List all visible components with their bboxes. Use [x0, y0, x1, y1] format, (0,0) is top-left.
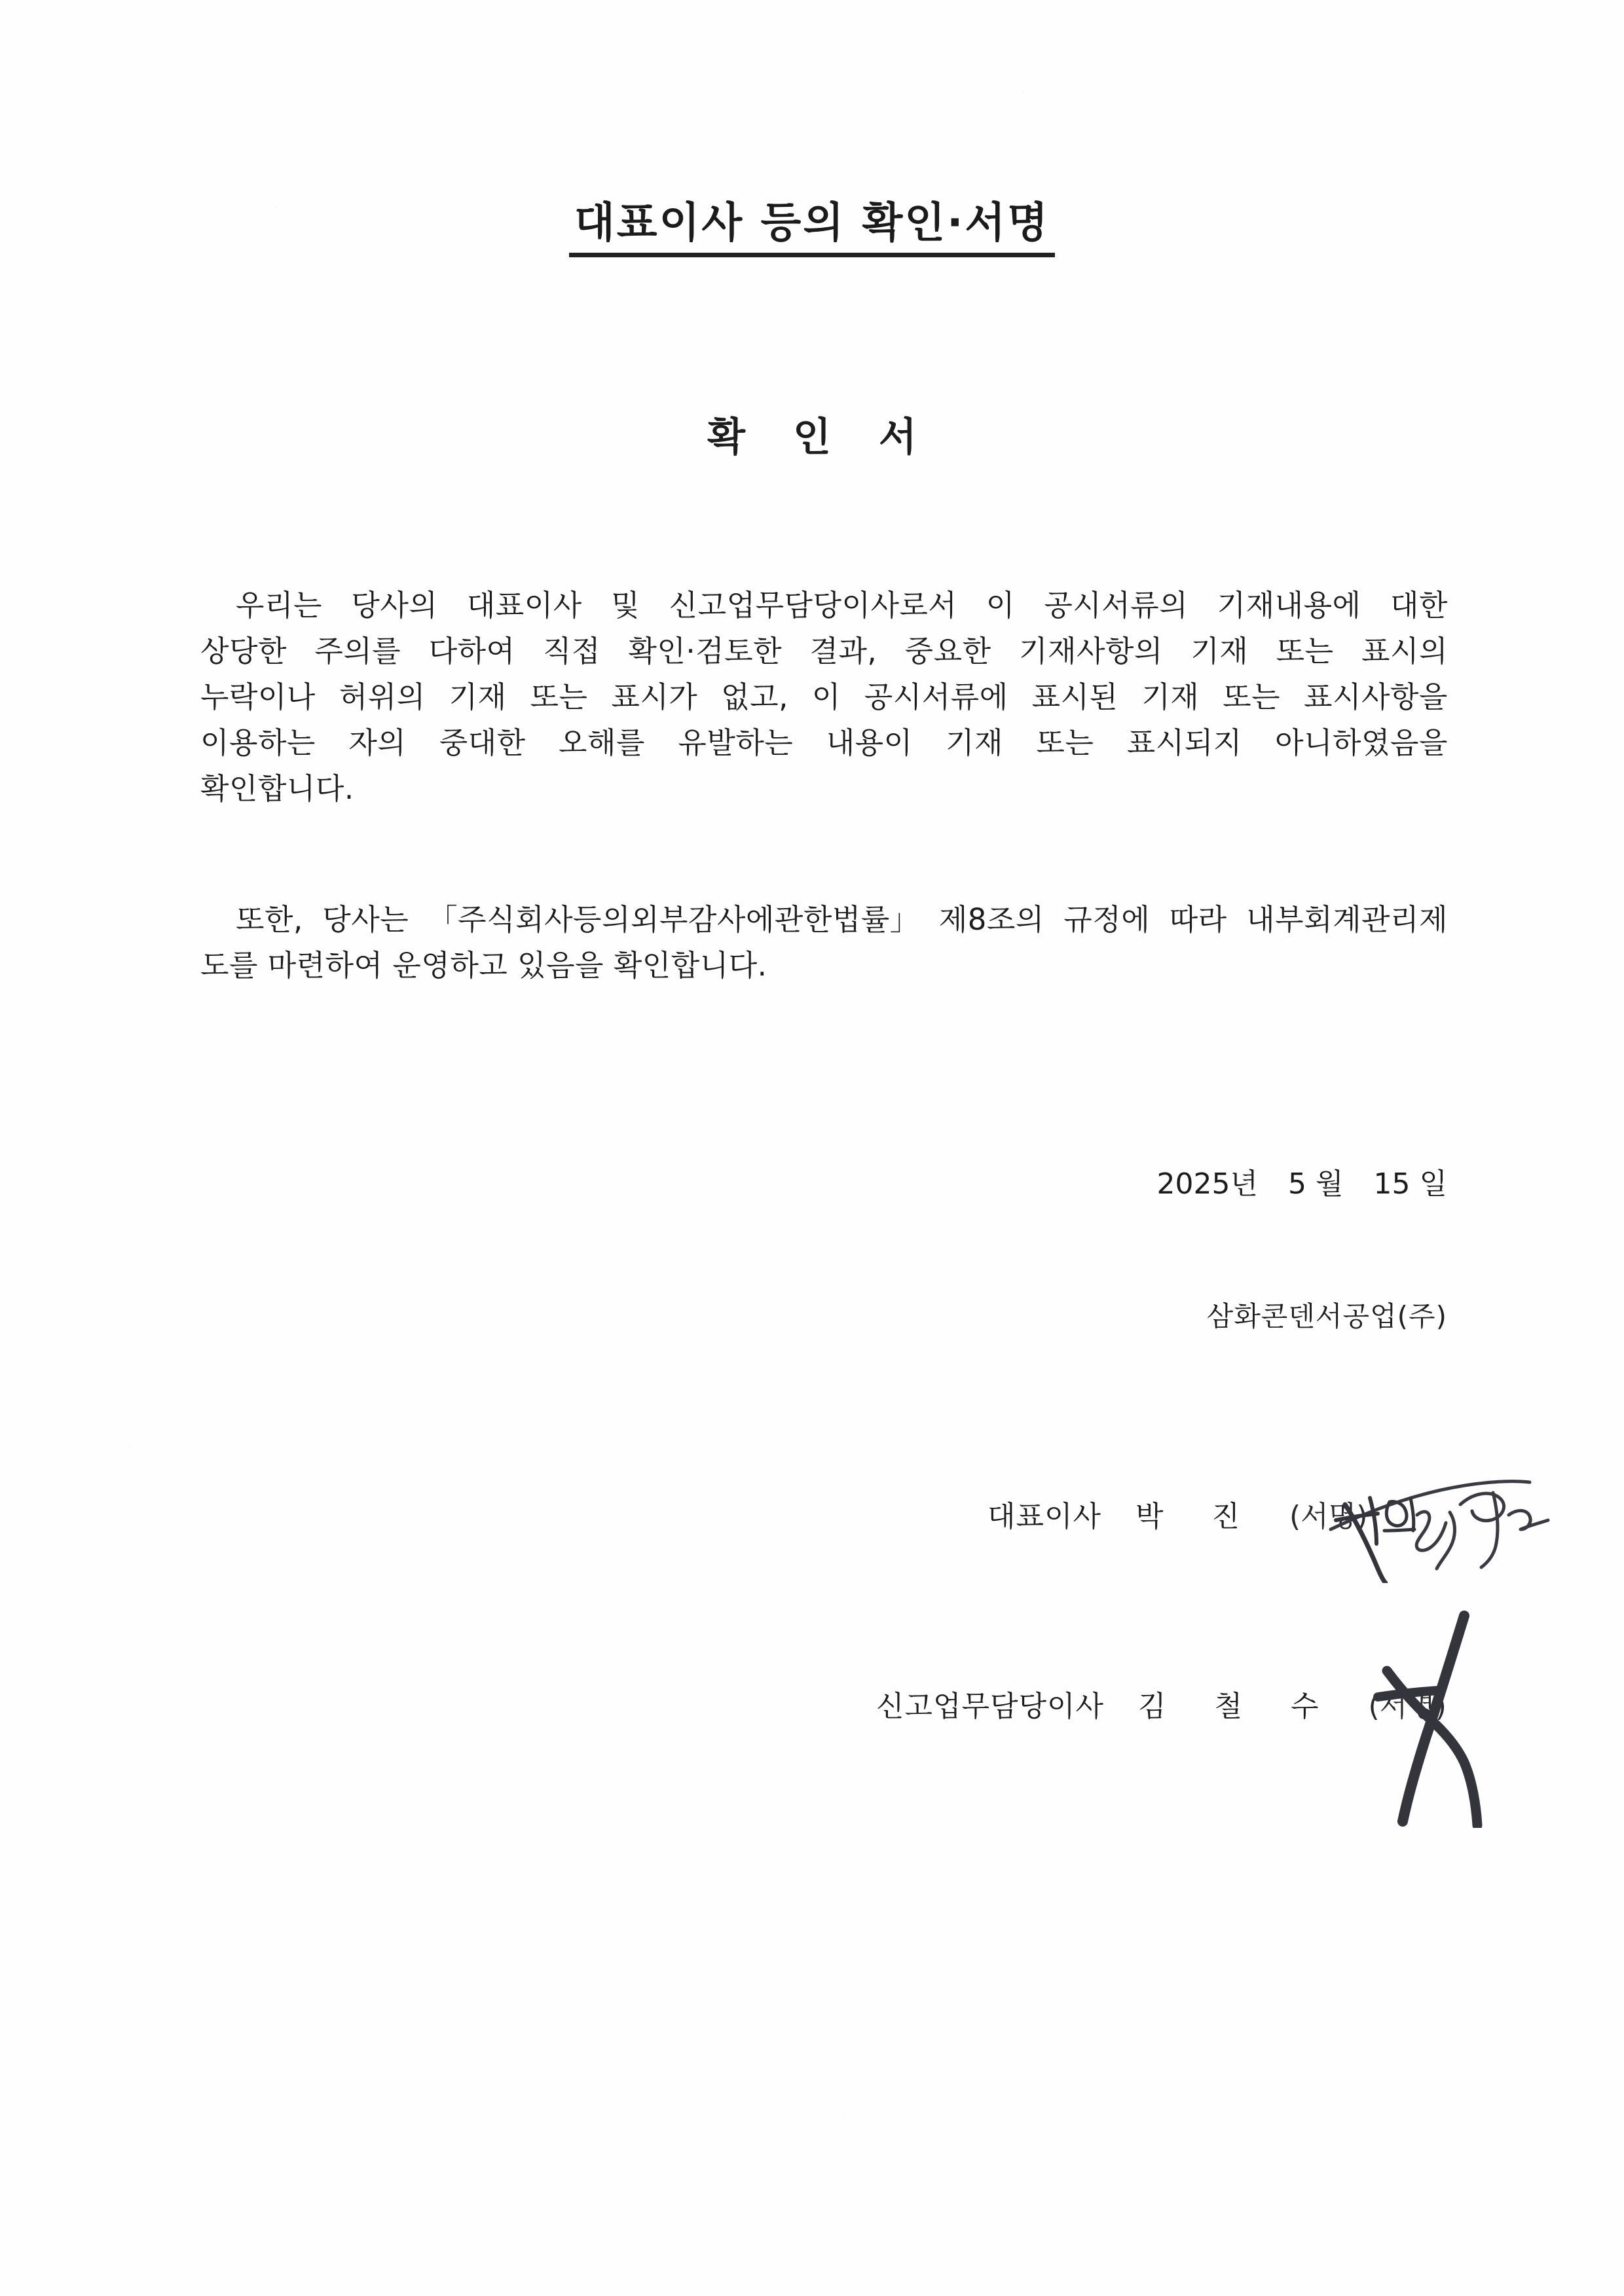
document-title-text: 대표이사 등의 확인·서명 — [569, 200, 1055, 257]
paragraph-line: 누락이나 허위의 기재 또는 표시가 없고, 이 공시서류에 표시된 기재 또는 표시사항을 — [200, 680, 1448, 714]
document-subtitle: 확 인 서 — [707, 414, 934, 460]
signatory-role: 대표이사 — [987, 1500, 1102, 1533]
paragraph-line: 확인합니다. — [200, 771, 354, 806]
date-year: 2025년 — [1156, 1167, 1259, 1201]
paragraph-line: 도를 마련하여 운영하고 있음을 확인합니다. — [200, 948, 767, 983]
paragraph-internal-accounting — [200, 897, 1448, 989]
signatory-name: 김 철 수 — [1138, 1690, 1338, 1723]
date-month: 5 월 — [1288, 1167, 1344, 1201]
paragraph-confirmation — [200, 583, 1448, 812]
paragraph-line: 이용하는 자의 중대한 오해를 유발하는 내용이 기재 또는 표시되지 아니하였음을 — [200, 725, 1448, 760]
signature-row-ceo — [987, 1493, 1367, 1535]
signing-date — [0, 1160, 1447, 1202]
document-title — [0, 200, 1624, 257]
signatory-name: 박 진 — [1135, 1500, 1260, 1533]
paragraph-line: 또한, 당사는 「주식회사등의외부감사에관한법률」 제8조의 규정에 따라 내부회계관리제 — [236, 902, 1448, 937]
date-day: 15 일 — [1373, 1167, 1447, 1201]
seal-label: (서명) — [1368, 1690, 1447, 1723]
seal-label: (서명) — [1289, 1500, 1368, 1533]
paragraph-line: 우리는 당사의 대표이사 및 신고업무담당이사로서 이 공시서류의 기재내용에 대한 — [236, 588, 1448, 623]
paragraph-line: 상당한 주의를 다하여 직접 확인·검토한 결과, 중요한 기재사항의 기재 또는 표시의 — [200, 634, 1448, 668]
signature-row-officer — [876, 1683, 1447, 1724]
signatory-role: 신고업무담당이사 — [876, 1690, 1105, 1723]
company-name: 삼화콘덴서공업(주) — [1206, 1300, 1447, 1332]
